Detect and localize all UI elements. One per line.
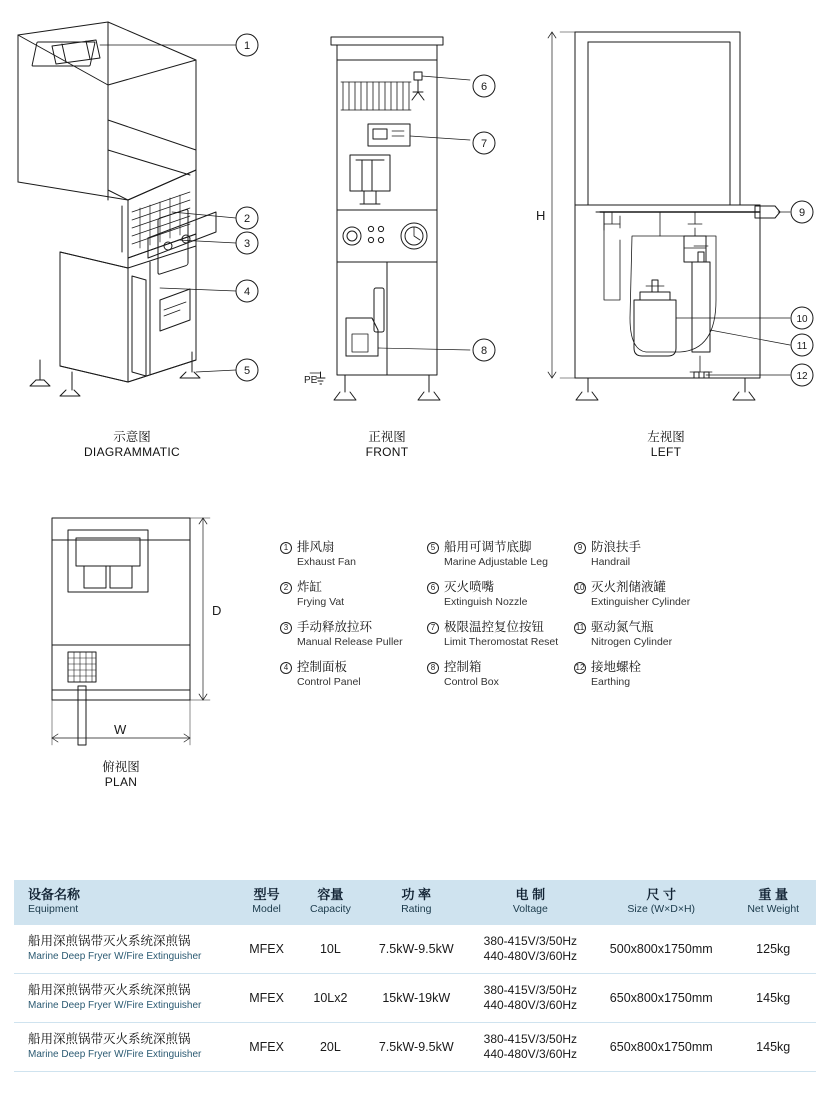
caption-diagrammatic-en: DIAGRAMMATIC: [83, 445, 181, 459]
legend-item-7: [427, 620, 574, 649]
callout-9: 9: [798, 207, 806, 219]
cell-weight: 145kg: [730, 1023, 816, 1072]
callout-7: 7: [480, 138, 488, 150]
left-view: [548, 32, 790, 400]
callout-5: 5: [243, 365, 251, 377]
legend-item-6: [427, 580, 574, 609]
dimension-label-d: D: [212, 603, 222, 618]
header-capacity: 容量 Capacity: [297, 880, 364, 925]
legend-label-en: Handrail: [591, 556, 631, 568]
table-row: [14, 1023, 816, 1072]
legend-item-11: [574, 620, 774, 649]
legend-label-en: Marine Adjustable Leg: [444, 556, 548, 568]
legend-number-icon: 6: [427, 582, 439, 594]
cell-equipment: 船用深煎锅带灭火系统深煎锅 Marine Deep Fryer W/Fire Extinguisher: [14, 1023, 236, 1072]
header-rating: 功 率 Rating: [364, 880, 469, 925]
cell-voltage: 380-415V/3/50Hz 440-480V/3/60Hz: [469, 1023, 592, 1072]
legend-label-en: Earthing: [591, 676, 631, 688]
cell-size: 500x800x1750mm: [592, 925, 730, 974]
legend-label-cn: 手动释放拉环: [297, 620, 373, 634]
legend-label-cn: 驱动氮气瓶: [591, 620, 654, 634]
legend-item-2: [280, 580, 427, 609]
cell-weight: 125kg: [730, 925, 816, 974]
legend-label-en: Limit Theromostat Reset: [444, 636, 559, 648]
caption-plan-en: PLAN: [104, 775, 138, 789]
legend-label-cn: 灭火喷嘴: [444, 580, 495, 594]
legend-number-icon: 7: [427, 622, 439, 634]
legend-label-en: Nitrogen Cylinder: [591, 636, 673, 648]
legend-label-en: Control Box: [444, 676, 499, 688]
header-voltage: 电 制 Voltage: [469, 880, 592, 925]
legend: [280, 540, 800, 689]
legend-number-icon: 8: [427, 662, 439, 674]
callout-6: 6: [480, 81, 488, 93]
header-equipment: 设备名称 Equipment: [14, 880, 236, 925]
caption-plan-cn: 俯视图: [102, 760, 140, 774]
legend-label-cn: 接地螺栓: [591, 660, 642, 674]
legend-number-icon: 11: [575, 623, 585, 632]
table-row: [14, 974, 816, 1023]
legend-label-cn: 控制面板: [297, 660, 348, 674]
legend-label-cn: 控制箱: [444, 660, 482, 674]
callout-1: 1: [243, 40, 251, 52]
legend-label-cn: 灭火剂储液罐: [591, 580, 667, 594]
caption-left-en: LEFT: [650, 445, 682, 459]
legend-item-12: [574, 660, 774, 689]
caption-plan: [21, 760, 221, 790]
legend-item-3: [280, 620, 427, 649]
legend-label-en: Extinguish Nozzle: [444, 596, 528, 608]
cell-rating: 15kW-19kW: [364, 974, 469, 1023]
specification-table: [14, 880, 816, 1072]
table-row: [14, 925, 816, 974]
callout-8: 8: [480, 345, 488, 357]
callout-bubbles-front: [473, 75, 495, 361]
legend-item-5: [427, 540, 574, 569]
cell-model: MFEX: [236, 1023, 297, 1072]
callout-12: 12: [796, 371, 808, 382]
cell-voltage: 380-415V/3/50Hz 440-480V/3/60Hz: [469, 925, 592, 974]
callout-2: 2: [243, 213, 251, 225]
legend-number-icon: 9: [574, 542, 586, 554]
legend-number-icon: 5: [427, 542, 439, 554]
legend-label-en: Control Panel: [297, 676, 361, 688]
callout-10: 10: [796, 314, 808, 325]
cell-capacity: 10L: [297, 925, 364, 974]
cell-capacity: 10Lx2: [297, 974, 364, 1023]
cell-voltage: 380-415V/3/50Hz 440-480V/3/60Hz: [469, 974, 592, 1023]
callout-bubbles-left: [791, 201, 813, 386]
legend-item-10: [574, 580, 774, 609]
legend-item-4: [280, 660, 427, 689]
dimension-label-pe: PE: [304, 375, 318, 386]
legend-item-9: [574, 540, 774, 569]
caption-left-cn: 左视图: [647, 430, 685, 444]
legend-label-cn: 防浪扶手: [591, 540, 642, 554]
cell-capacity: 20L: [297, 1023, 364, 1072]
plan-view: [52, 518, 210, 745]
legend-label-cn: 炸缸: [297, 580, 323, 594]
legend-label-cn: 排风扇: [297, 540, 335, 554]
cell-weight: 145kg: [730, 974, 816, 1023]
legend-label-en: Frying Vat: [297, 596, 345, 608]
legend-item-1: [280, 540, 427, 569]
cell-model: MFEX: [236, 925, 297, 974]
header-weight: 重 量 Net Weight: [730, 880, 816, 925]
table-header-row: [14, 880, 816, 925]
cell-size: 650x800x1750mm: [592, 974, 730, 1023]
caption-left: [566, 430, 766, 460]
cell-equipment: 船用深煎锅带灭火系统深煎锅 Marine Deep Fryer W/Fire Extinguisher: [14, 974, 236, 1023]
callout-3: 3: [243, 238, 251, 250]
callout-bubbles-diagrammatic: [236, 34, 258, 381]
diagrammatic-view: [18, 22, 236, 396]
legend-label-en: Exhaust Fan: [297, 556, 356, 568]
legend-label-cn: 船用可调节底脚: [444, 540, 532, 554]
legend-item-8: [427, 660, 574, 689]
header-size: 尺 寸 Size (W×D×H): [592, 880, 730, 925]
legend-number-icon: 12: [575, 663, 585, 672]
cell-equipment: 船用深煎锅带灭火系统深煎锅 Marine Deep Fryer W/Fire Extinguisher: [14, 925, 236, 974]
legend-number-icon: 2: [280, 582, 292, 594]
header-model: 型号 Model: [236, 880, 297, 925]
legend-number-icon: 4: [280, 662, 292, 674]
legend-label-en: Extinguisher Cylinder: [591, 596, 691, 608]
legend-number-icon: 3: [280, 622, 292, 634]
dimension-label-h: H: [536, 208, 546, 223]
cell-model: MFEX: [236, 974, 297, 1023]
caption-diagrammatic-cn: 示意图: [113, 430, 151, 444]
front-view: [310, 37, 470, 400]
cell-rating: 7.5kW-9.5kW: [364, 1023, 469, 1072]
cell-size: 650x800x1750mm: [592, 1023, 730, 1072]
legend-number-icon: 10: [575, 583, 585, 592]
callout-11: 11: [796, 341, 808, 352]
dimension-label-w: W: [114, 722, 127, 737]
cell-rating: 7.5kW-9.5kW: [364, 925, 469, 974]
caption-diagrammatic: [32, 430, 232, 460]
legend-number-icon: 1: [280, 542, 292, 554]
caption-front-en: FRONT: [365, 445, 409, 459]
caption-front: [287, 430, 487, 460]
caption-front-cn: 正视图: [368, 430, 406, 444]
legend-label-cn: 极限温控复位按钮: [444, 620, 545, 634]
legend-label-en: Manual Release Puller: [297, 636, 403, 648]
callout-4: 4: [243, 286, 251, 298]
